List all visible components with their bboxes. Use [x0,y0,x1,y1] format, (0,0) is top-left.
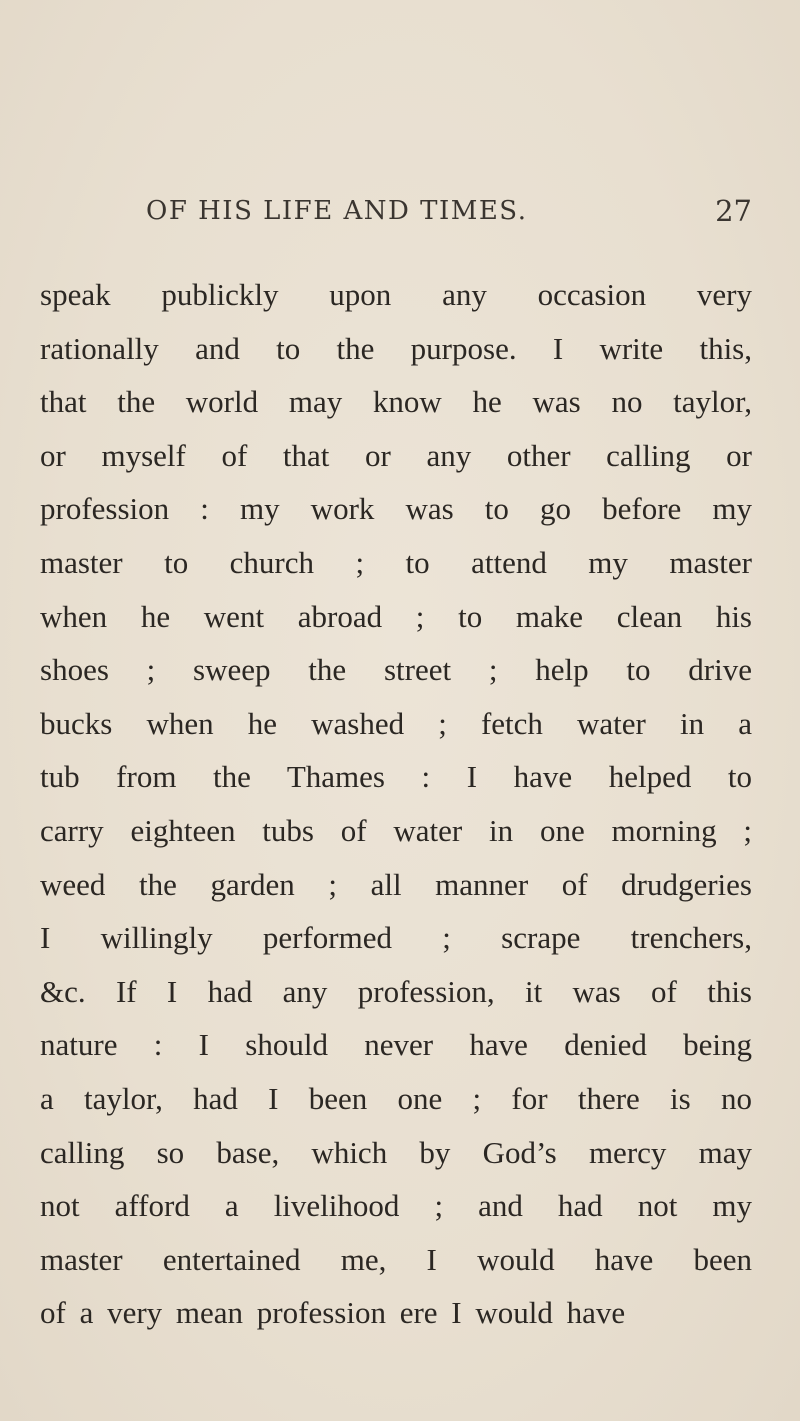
text-line: carry eighteen tubs of water in one morning ; [40,812,752,848]
running-head [40,196,752,236]
text-line: that the world may know he was no taylor, [40,384,752,420]
text-line: master to church ; to attend my master [40,544,752,580]
text-line: a taylor, had I been one ; for there is no [40,1080,752,1116]
text-line: not afford a livelihood ; and had not my [40,1188,752,1224]
text-line: of a very mean profession ere I would have [40,1295,626,1331]
text-line: weed the garden ; all manner of drudgeries [40,866,752,902]
text-line: bucks when he washed ; fetch water in a [40,705,752,741]
text-line: when he went abroad ; to make clean his [40,598,752,634]
text-line: tub from the Thames : I have helped to [40,759,752,795]
text-line: rationally and to the purpose. I write this, [40,330,752,366]
text-line: profession : my work was to go before my [40,491,752,527]
text-line: &c. If I had any profession, it was of this [40,973,752,1009]
text-line: or myself of that or any other calling or [40,437,752,473]
text-line: I willingly performed ; scrape trenchers, [40,920,752,956]
text-line: calling so base, which by God’s mercy may [40,1134,752,1170]
page-number: 27 [715,194,752,228]
text-line: speak publickly upon any occasion very [40,277,752,312]
text-line: nature : I should never have denied being [40,1027,752,1063]
text-line: shoes ; sweep the street ; help to drive [40,652,752,688]
text-line: master entertained me, I would have been [40,1241,752,1277]
running-title: OF HIS LIFE AND TIMES. [146,196,528,226]
body-text [40,268,752,1340]
